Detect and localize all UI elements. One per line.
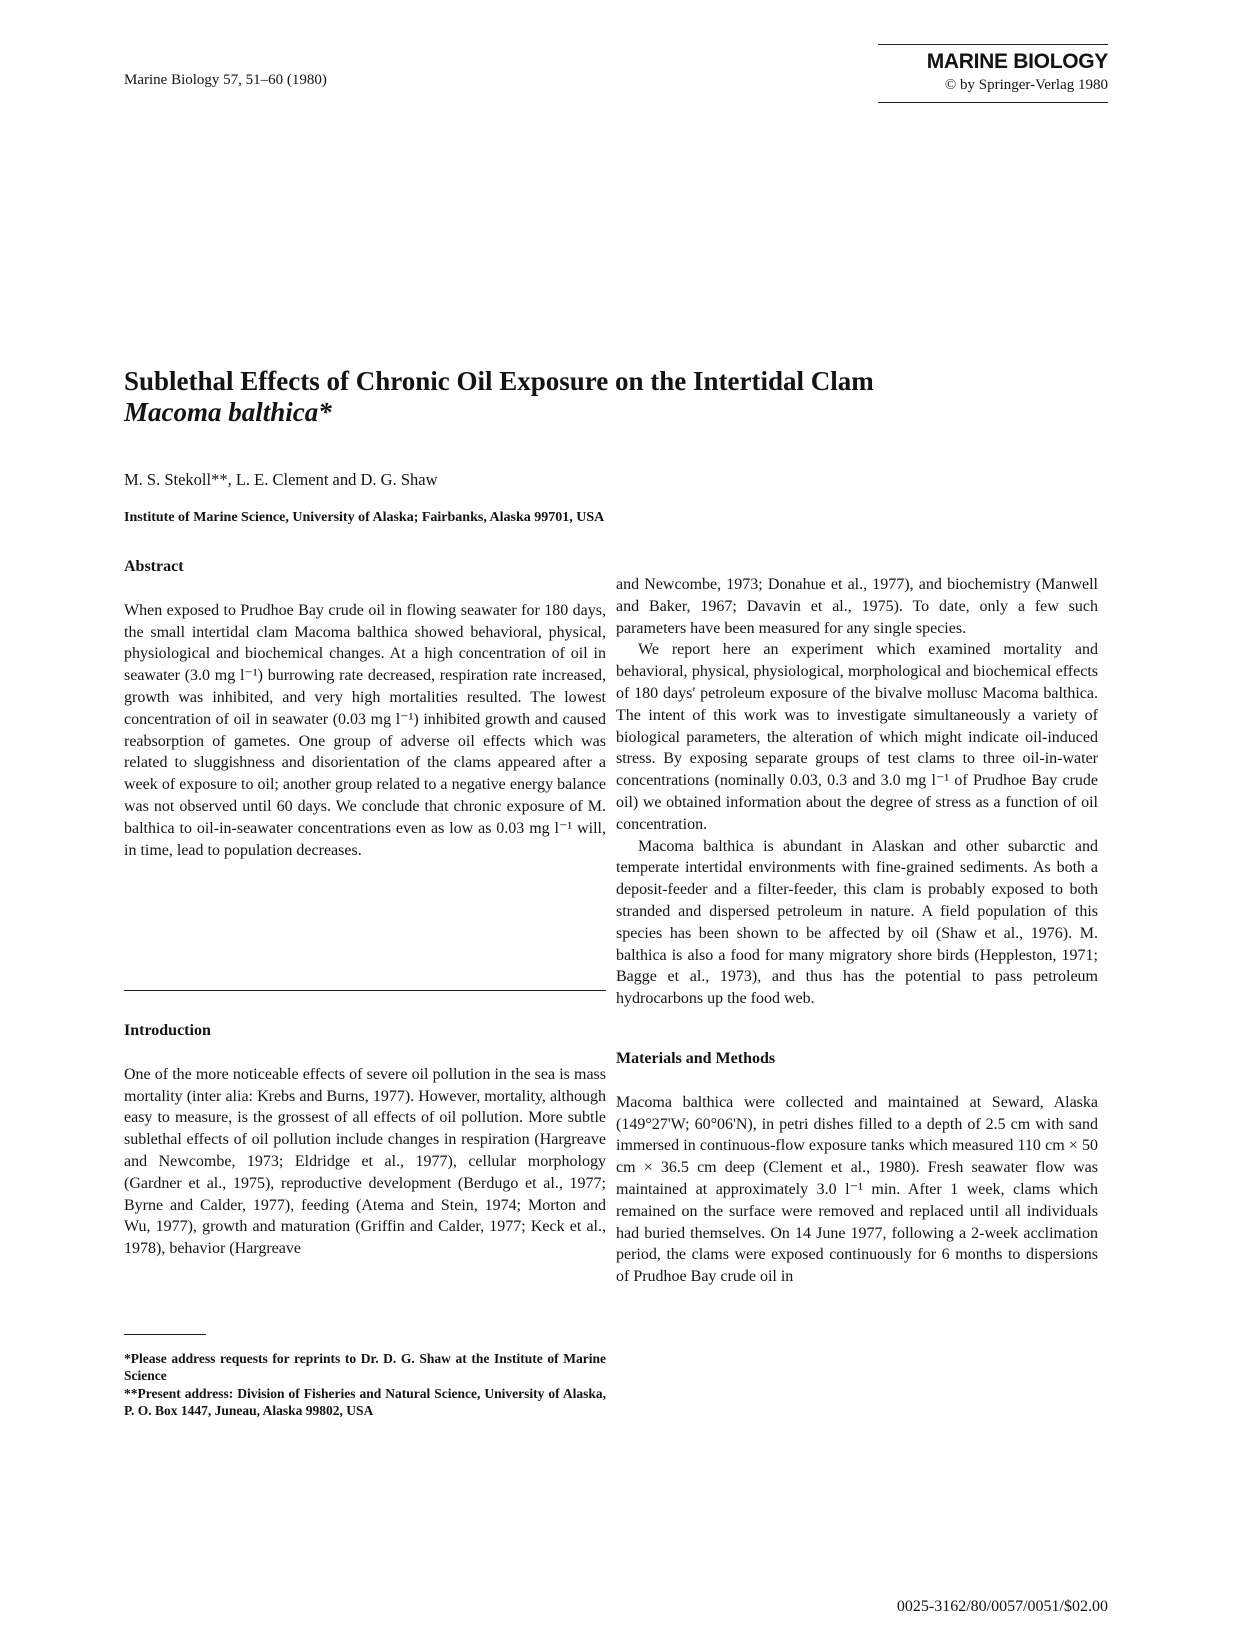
journal-citation: Marine Biology 57, 51–60 (1980) [124, 72, 327, 88]
footnote-rule [124, 1334, 206, 1335]
journal-masthead [878, 44, 1108, 103]
right-paragraph-3: Macoma balthica is abundant in Alaskan and other subarctic and temperate intertidal environments with fine-grained sediments. As both a deposit-feeder and a filter-feeder, this clam is probably exposed to both stranded and dispersed petroleum in nature. A field population of this species has been shown to be affected by oil (Shaw et al., 1976). M. balthica is also a food for many migratory shore birds (Heppleston, 1971; Bagge et al., 1973), and thus has the potential to pass petroleum hydrocarbons up the food web. [616, 837, 1098, 1008]
introduction-section [124, 1020, 606, 1260]
abstract-text: When exposed to Prudhoe Bay crude oil in flowing seawater for 180 days, the small intertidal clam Macoma balthica showed behavioral, physical, physiological and biochemical changes. At a high concentration of oil in seawater (3.0 mg l⁻¹) burrowing rate decreased, respiration rate increased, growth was inhibited, and very high mortalities resulted. The lowest concentration of oil in seawater (0.03 mg l⁻¹) inhibited growth and caused reabsorption of gametes. One group of adverse oil effects which was related to sluggishness and disorientation of the clams appeared after a week of exposure to oil; another group related to a negative energy balance was not observed until 60 days. We conclude that chronic exposure of M. balthica to oil-in-seawater concentrations even as low as 0.03 mg l⁻¹ will, in time, lead to population decreases. [124, 601, 606, 859]
masthead-top-rule [878, 44, 1108, 45]
author-affiliation: Institute of Marine Science, University of Alaska; Fairbanks, Alaska 99701, USA [124, 510, 605, 525]
abstract-section [124, 556, 606, 861]
footnote-reprints: *Please address requests for reprints to Dr. D. G. Shaw at the Institute of Marine Science [124, 1351, 606, 1383]
right-paragraph-1: and Newcombe, 1973; Donahue et al., 1977), and biochemistry (Manwell and Baker, 1967; Davavin et al., 1975). To date, only a few such parameters have been measured for any single species. [616, 576, 1098, 637]
right-paragraph-2: We report here an experiment which examined mortality and behavioral, physical, physiological, morphological and biochemical effects of 180 days' petroleum exposure of the bivalve mollusc Macoma balthica. The intent of this work was to investigate simultaneously a variety of biological parameters, the alteration of which might indicate oil-induced stress. By exposing separate groups of test clams to three oil-in-water concentrations (nominally 0.03, 0.3 and 3.0 mg l⁻¹ of Prudhoe Bay crude oil) we obtained information about the degree of stress as a function of oil concentration. [616, 641, 1098, 833]
title-line-1: Sublethal Effects of Chronic Oil Exposure on the Intertidal Clam [124, 366, 874, 396]
article-title [124, 366, 1024, 428]
abstract-heading: Abstract [124, 558, 184, 575]
author-list: M. S. Stekoll**, L. E. Clement and D. G. Shaw [124, 470, 438, 489]
right-column [616, 574, 1098, 1288]
footnote-present-address: **Present address: Division of Fisheries and Natural Science, University of Alaska, P. O. Box 1447, Juneau, Alaska 99802, USA [124, 1386, 606, 1418]
abstract-separator [124, 990, 606, 991]
methods-heading: Materials and Methods [616, 1049, 776, 1067]
title-line-2: Macoma balthica* [124, 397, 332, 427]
article-code: 0025-3162/80/0057/0051/$02.00 [896, 1598, 1108, 1615]
introduction-heading: Introduction [124, 1022, 211, 1039]
copyright-notice: © by Springer-Verlag 1980 [944, 77, 1108, 93]
journal-name: MARINE BIOLOGY [926, 50, 1108, 73]
masthead-bottom-rule [878, 102, 1108, 103]
methods-text: Macoma balthica were collected and maintained at Seward, Alaska (149°27'W; 60°06'N), in petri dishes filled to a depth of 2.5 cm with sand immersed in continuous-flow exposure tanks which measured 110 cm × 50 cm × 36.5 cm deep (Clement et al., 1980). Fresh seawater flow was maintained at approximately 3.0 l⁻¹ min. After 1 week, clams which remained on the surface were removed and replaced until all individuals had buried themselves. On 14 June 1977, following a 2-week acclimation period, the clams were exposed continuously for 6 months to dispersions of Prudhoe Bay crude oil in [616, 1093, 1098, 1286]
introduction-text: One of the more noticeable effects of severe oil pollution in the sea is mass mortality (inter alia: Krebs and Burns, 1977). However, mortality, although easy to measure, is the grossest of all effects of oil pollution. More subtle sublethal effects of oil pollution include changes in respiration (Hargreave and Newcombe, 1973; Eldridge et al., 1977), cellular morphology (Gardner et al., 1975), reproductive development (Berdugo et al., 1977; Byrne and Calder, 1977), feeding (Atema and Stein, 1974; Morton and Wu, 1977), growth and maturation (Griffin and Calder, 1977; Keck et al., 1978), behavior (Hargreave [124, 1065, 606, 1258]
